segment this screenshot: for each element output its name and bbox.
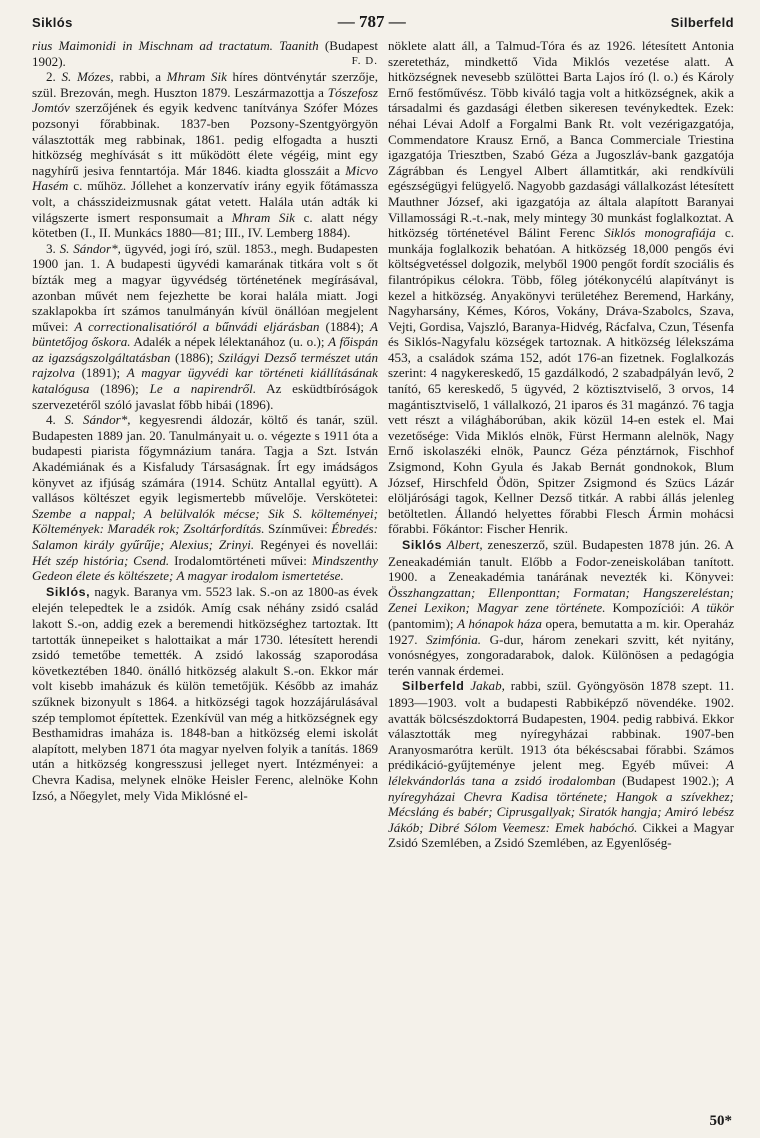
- running-head-left: Siklós: [32, 15, 73, 30]
- entry-sik-sandor-1: 3. S. Sándor*, ügyvéd, jogi író, szül. 1853., megh. Budapesten 1900 jan. 1. A budapesti ügyvédi kamarának titkára volt s őt bízták meg a magyar ügyvédség történetének megírásával, azonban művét nem fejezhette be korai halála miatt. Jogi szaklapokba írt számos tanulmányán kívül önállóan megjelent művei: A correctionalisatióról a bűnvádi eljárásban (1884); A büntetőjog őskora. Adalék a népek lélektanához (u. o.); A főispán az igazságszolgáltatásban (1886); Szilágyi Dezső természet után rajzolva (1891); A magyar ügyvédi kar történeti kiállításának katalógusa (1896); Le a napirendről. Az esküdtbíróságok szervezetéről szóló javaslat főbb hibái (1896).: [32, 240, 379, 412]
- left-column: [32, 38, 378, 1098]
- entry-sik-sandor-2: 4. S. Sándor*, kegyesrendi áldozár, költő és tanár, szül. Budapesten 1889 jan. 20. Tanulmányait u. o. végezte s 1911 óta a budapesti piarista főgymnázium tanára. Tagja a Szt. István Akadémiának és a Kisfaludy Társaságnak. Írt egy imádságos könyvet az ifjúság számára (1914. Schütz Antallal együtt). A vallásos költészet egyik legismertebb művelője. Verskötetei: Szembe a nappal; A belülvalók mécse; Sik S. költeményei; Költemények: Maradék rok; Zsoltárfordítás. Színművei: Ébredés: Salamon király gyűrűje; Alexius; Zrinyi. Regényei és novellái: Hét szép história; Csend. Irodalomtörténeti művei: Mindszenthy Gedeon élete és költészete; A magyar irodalom ismertetése.: [32, 412, 379, 584]
- page-number: — 787 —: [337, 12, 406, 31]
- entry-silberfeld-jakab: Silberfeld Jakab, rabbi, szül. Gyöngyösön 1878 szept. 11. 1893—1903. volt a budapesti Rabbiképző növendéke. 1902. avatták bölcsészdoktorrá Budapesten, 1904. pedig rabbivá. Ekkor választották meg nyíregyházai rabbinak. 1907-ben Aranyosmarótra került. 1913 óta békéscsabai főrabbi. Számos prédikáció-gyűjteménye jelent meg. Egyéb művei: A lélekvándorlás tana a zsidó irodalomban (Budapest 1902.); A nyíregyházai Chevra Kadisa története; Hangok a szívekhez; Mécsláng és babér; Ciprusgallyak; Siratók hangja; Amiró lebész Jákób; Dibré Sólom Veemesz: Emek habóchó. Cikkei a Magyar Zsidó Szemlében, a Zsidó Szemlében, az Egyenlőség-: [388, 678, 734, 851]
- entry-sik-mozes: 2. S. Mózes, rabbi, a Mhram Sik híres döntvénytár szerzője, szül. Brezován, megh. Huszton 1879. Leszármazottja a Tószefosz Jomtóv szerzőjének és egyik kedvenc tanítványa Szófer Mózes pozsonyi főrabbinak. 1837-ben Pozsony-Szentgyörgyön választották meg rabbinak, 1861. pedig elfogadta a huszti hitközség meghívását s itt működött élete végéig, mint egy nagyhírű jesiva fenntartója. Már 1846. kiadta glosszáit a Micvo Hasém c. műhöz. Jóllehet a konzervatív irány egyik főtámassza volt, a chásszideizmusnak gátat vetett. Halála után adták ki világszerte ismert responsumait a Mhram Sik c. alatt négy kötetben (I., II. Munkács 1880—81; III., IV. Lemberg 1884).: [32, 69, 379, 241]
- headword: Siklós,: [46, 584, 91, 599]
- text-columns: [32, 38, 734, 1098]
- entry-name: S. Sándor*,: [59, 240, 121, 256]
- running-head: [32, 12, 734, 38]
- entry-name: S. Mózes,: [61, 69, 114, 85]
- entry-continuation: rius Maimonidi in Mischnam ad tractatum. Taanith (Budapest 1902). F. D.: [32, 38, 378, 69]
- headword: Siklós: [402, 538, 443, 552]
- entry-name: Albert,: [442, 537, 483, 552]
- entry-siklos: Siklós, nagyk. Baranya vm. 5523 lak. S.-on az 1800-as évek elején telepedtek le a zsidók. Amíg csak néhány zsidó család lakott S.-on, addig ezek a beremendi hitközséghez tartoztak. Itt tartották ünnepeiket s halottaikat a már 1730. létesített herendi zsidó temetőbe temették. A zsidó lakosság szaporodása következtében 1840. önálló hitközség alakult S.-on. Ekkor már volt kisebb imaházuk és külön temetőjük. Később az imaház szűknek bizonyult s 1864. a hitközségi tagok hozzájárulásával szép templomot építettek. Ezenkívül van még a hitközségnek egy Besthamidras imaháza is. 1848-ban a hitközség elemi iskolát alapított, melyben 1871 óta magyar nyelven folyik a tanítás. 1869 után a hitközség kongresszusi jelleget nyert. Intézményei: a Chevra Kadisa, melynek elnöke Heisler Ferenc, alelnöke Kohn Izsó, a Nőegylet, mely Vida Miklósné el-: [32, 583, 378, 803]
- entry-name: S. Sándor*,: [64, 412, 131, 428]
- author-signature: F. D.: [351, 54, 378, 67]
- work-title: rius Maimonidi in Mischnam ad tractatum. Taanith: [32, 38, 319, 53]
- entry-name: Jakab,: [464, 678, 505, 694]
- headword: Silberfeld: [402, 679, 465, 694]
- entry-siklos-albert: Siklós Albert, zeneszerző, szül. Budapesten 1878 jún. 26. A Zeneakadémián tanult. Előbb a Fodor-zeneiskolában tanított. 1900. a Zeneakadémia tanárának nevezték ki. Könyvei: Összhangzattan; Ellenponttan; Formatan; Hangszereléstan; Zenei Lexikon; Magyar zene története. Kompozíciói: A tükör (pantomim); A hónapok háza opera, bemutatta a m. kir. Operaház 1927. Szimfónia. G-dur, három zenekari szvitt, két nyitány, vonósnégyes, zongoradarabok, dalok. Különösen a pedagógia terén vannak érdemei.: [388, 537, 735, 678]
- running-head-right: Silberfeld: [670, 15, 734, 30]
- entry-siklos-continued: nöklete alatt áll, a Talmud-Tóra és az 1926. létesített Antonia szeretetház, mindkettő Vida Miklós vezetése alatt. A hitközségnek nevesebb szülöttei Barta Lajos író (l. o.) és Károly Ernő festőművész. Több kiváló tagja volt a hitközségnek, akik a társadalmi és gazdasági életben sikeresen tevénykedtek. Ezek: néhai Lévai Adolf a Forgalmi Bank Rt. volt vezérigazgatója, Commendatore Krausz Ernő, a Banca Commerciale Triestina igazgatója Triesztben, Szabó Géza a Jugoszláv-bank gazgatója Zágrábban és Lengyel Albert államtitkár, aki rendkívüli egészségügyi felügyelő. Nagyobb gazdasági vállalkozást létesített Mauthner József, aki igazgatója az általa alapított Baranyai Villamossági R.-t.-nak, mely mintegy 30 munkást foglalkoztat. A hitközség történetével Bálint Ferenc Siklós monografiája c. munkája foglalkozik behatóan. A hitközség 18,000 pengős évi költségvetéssel dolgozik, melyből 1900 pengőt fordít szociális és filantrópikus célokra. Több, főleg jótékonycélú alapítványt is kezel a hitközség. Anyakönyvi területéhez Beremend, Harkány, Nagyharsány, Kémes, Kóros, Vokány, Dráva-Szabolcs, Szava, Vejti, Gordisa, Vajszló, Baranya-Hidvég, Rácfalva, Czun, Tésenfa és Siklós-Nagyfalu községek tartoznak. A hitközség lélekszáma 453, a családok száma 152, adót 176-an fizetnek. Foglalkozás szerint: 4 nagykereskedő, 15 gazdálkodó, 2 szabadpályán levő, 2 tanító, 65 kereskedő, 5 ügyvéd, 2 köztisztviselő, 3 orvos, 14 magántisztviselő, 1 vállalkozó, 21 iparos és 31 magánzó. 76 tagja vett részt a világháborúban, akik közül 14-en estek el. Mai vezetősége: Vida Miklós elnök, Fürst Hermann alelnök, Nagy Ernő iskolaszéki elnök, Pauncz Géza pénztárnok, Fischhof Zsigmond, Kohn Gyula és Jakab Bernát gondnokok, Blum József, Hirschfeld Ödön, Spitzer Zsigmond és Szücs Lázár elöljárósági tagok, Kellner Dezső titkár. A rabbi állás jelenleg betöltetlen. Állandó helyettes főrabbi Flesch Ármin mohácsi főrabbi. Főkántor: Fischer Henrik.: [388, 38, 735, 537]
- right-column: [388, 38, 734, 1098]
- signature-mark: 50*: [709, 1113, 732, 1129]
